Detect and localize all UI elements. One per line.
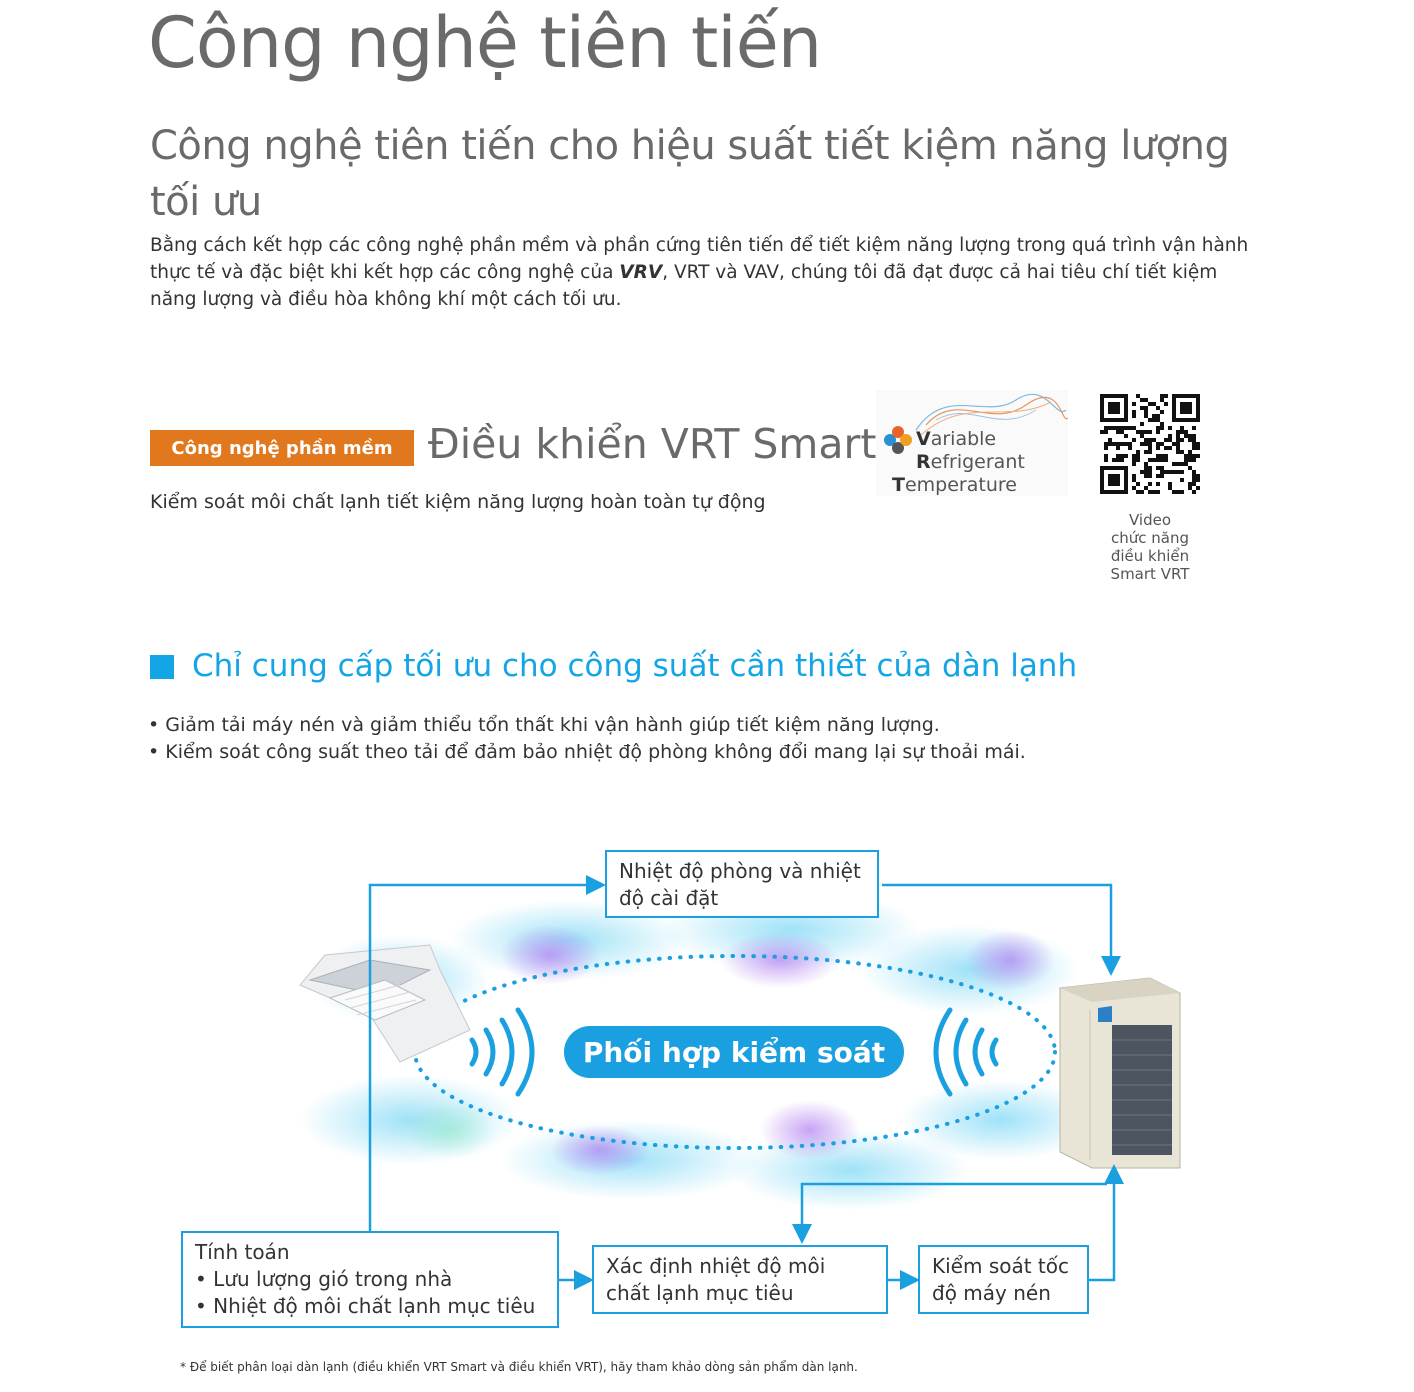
feature-title: Điều khiển VRT Smart — [428, 420, 877, 468]
software-tech-badge: Công nghệ phần mềm — [150, 430, 414, 466]
svg-text:Variable — [916, 428, 996, 450]
coordinated-control-label: Phối hợp kiểm soát — [564, 1026, 904, 1078]
calculation-box — [181, 1231, 559, 1328]
outdoor-unit-image — [1060, 978, 1180, 1168]
calculation-item: • Lưu lượng gió trong nhà — [195, 1267, 453, 1291]
logo-initial-t: T — [892, 474, 905, 496]
feature-description: Kiểm soát môi chất lạnh tiết kiệm năng lượng hoàn toàn tự động — [150, 491, 766, 513]
logo-initial-v: V — [916, 428, 931, 450]
calculation-title: Tính toán — [195, 1240, 290, 1264]
benefit-item: • Giảm tải máy nén và giảm thiểu tổn thất khi vận hành giúp tiết kiệm năng lượng. — [148, 714, 940, 736]
benefit-list — [148, 712, 1026, 766]
logo-word-variable: ariable — [930, 428, 997, 450]
qr-caption-line: Smart VRT — [1110, 565, 1190, 583]
logo-word-temperature: emperature — [904, 474, 1017, 496]
intro-brand: VRV — [619, 262, 663, 283]
vrt-logo-graphic — [876, 390, 1068, 496]
qr-caption — [1096, 511, 1204, 583]
page-subtitle: Công nghệ tiên tiến cho hiệu suất tiết kiệm năng lượng tối ưu — [150, 123, 1230, 225]
logo-word-refrigerant: efrigerant — [930, 451, 1025, 473]
intro-text-1: Bằng cách kết hợp các công nghệ phần mềm và phần cứng tiên tiến để tiết kiệm năng lượng trong quá trình vận hành thực tế và đặc biệt khi kết hợp các công nghệ của — [150, 235, 1249, 283]
calculation-item: • Nhiệt độ môi chất lạnh mục tiêu — [195, 1294, 536, 1318]
qr-code-graphic — [1100, 394, 1200, 494]
footnote: * Để biết phân loại dàn lạnh (điều khiển VRT Smart và điều khiển VRT), hãy tham khảo dòng sản phẩm dàn lạnh. — [180, 1360, 858, 1374]
room-temperature-box: Nhiệt độ phòng và nhiệt độ cài đặt — [605, 850, 879, 918]
intro-paragraph — [150, 232, 1260, 313]
target-temperature-box: Xác định nhiệt độ môi chất lạnh mục tiêu — [592, 1245, 888, 1314]
page-title: Công nghệ tiên tiến — [148, 2, 822, 84]
qr-caption-line: chức năng — [1110, 529, 1189, 547]
logo-initial-r: R — [916, 451, 931, 473]
signal-waves-left — [472, 1010, 532, 1094]
calculation-list — [195, 1266, 545, 1320]
intro-text-2: , VRT và VAV, chúng tôi đã đạt được cả hai tiêu chí tiết kiệm năng lượng và điều hòa không khí một cách tối ưu. — [150, 262, 1218, 310]
section-square-icon — [150, 655, 174, 679]
svg-text:Refrigerant — [916, 451, 1025, 473]
svg-text:Temperature — [892, 474, 1017, 496]
compressor-speed-box: Kiểm soát tốc độ máy nén — [918, 1245, 1089, 1314]
qr-code[interactable] — [1100, 394, 1200, 494]
vrt-logo — [876, 390, 1068, 496]
qr-caption-line: Video — [1128, 511, 1172, 529]
benefit-item: • Kiểm soát công suất theo tải để đảm bảo nhiệt độ phòng không đổi mang lại sự thoải mái. — [148, 741, 1026, 763]
qr-caption-line: điều khiển — [1110, 547, 1190, 565]
section-title: Chỉ cung cấp tối ưu cho công suất cần thiết của dàn lạnh — [192, 648, 1078, 684]
control-diagram — [150, 830, 1300, 1350]
